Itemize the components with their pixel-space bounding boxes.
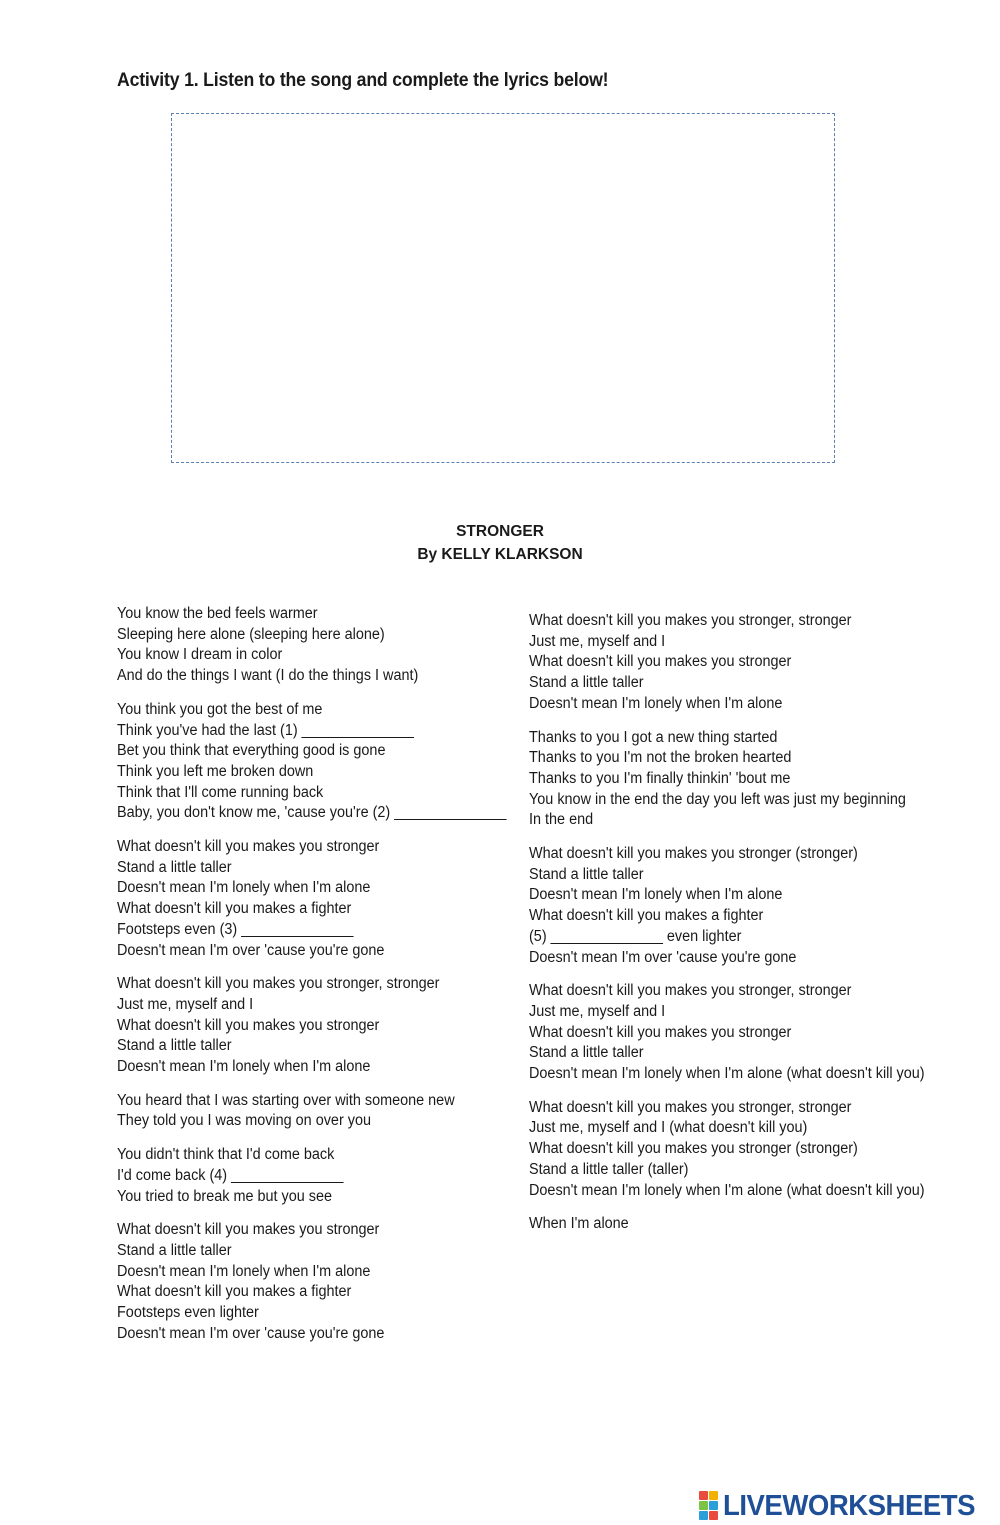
lyrics-stanza xyxy=(529,1214,969,1235)
lyric-line: What doesn't kill you makes you stronger (stronger) xyxy=(529,1140,858,1158)
logo-blocks-icon xyxy=(699,1491,721,1521)
lyrics-stanza xyxy=(117,1220,537,1344)
lyric-line: Just me, myself and I (what doesn't kill you) xyxy=(529,1119,808,1137)
lyric-line: (5) ______________ even lighter xyxy=(529,927,742,945)
lyric-line: What doesn't kill you makes you stronger xyxy=(117,1016,380,1034)
lyric-line: What doesn't kill you makes you stronger xyxy=(529,653,792,671)
lyric-line: What doesn't kill you makes a fighter xyxy=(117,900,352,918)
lyric-line: What doesn't kill you makes you stronger (stronger) xyxy=(529,845,858,863)
lyric-line: Think that I'll come running back xyxy=(117,783,324,801)
lyric-line: What doesn't kill you makes you stronger xyxy=(529,1023,792,1041)
lyric-line: Think you left me broken down xyxy=(117,762,314,780)
lyric-line: Just me, myself and I xyxy=(117,995,254,1013)
lyrics-stanza xyxy=(117,700,537,824)
lyric-line: What doesn't kill you makes you stronger, stronger xyxy=(529,982,852,1000)
lyric-line: And do the things I want (I do the things I want) xyxy=(117,667,419,685)
lyric-line: Stand a little taller xyxy=(529,674,644,692)
lyrics-stanza xyxy=(529,844,969,968)
lyric-line: You tried to break me but you see xyxy=(117,1187,333,1205)
lyric-line: Doesn't mean I'm over 'cause you're gone xyxy=(529,948,797,966)
lyrics-right-column xyxy=(529,611,969,1248)
lyric-line: Thanks to you I got a new thing started xyxy=(529,728,778,746)
lyrics-stanza xyxy=(117,604,537,687)
lyric-line: Doesn't mean I'm lonely when I'm alone (what doesn't kill you) xyxy=(529,1181,925,1199)
lyrics-stanza xyxy=(117,837,537,961)
lyric-line: What doesn't kill you makes you stronger xyxy=(117,1221,380,1239)
lyric-line: Doesn't mean I'm lonely when I'm alone (what doesn't kill you) xyxy=(529,1065,925,1083)
lyrics-stanza xyxy=(529,981,969,1085)
lyrics-left-column xyxy=(117,604,537,1358)
lyric-line: Doesn't mean I'm lonely when I'm alone xyxy=(529,886,783,904)
lyric-line: Footsteps even lighter xyxy=(117,1304,259,1322)
lyric-line: Stand a little taller xyxy=(529,865,644,883)
lyric-line: What doesn't kill you makes a fighter xyxy=(529,907,764,925)
lyrics-stanza xyxy=(117,1091,537,1132)
lyrics-stanza xyxy=(529,1098,969,1202)
lyric-line: Thanks to you I'm finally thinkin' 'bout me xyxy=(529,769,791,787)
media-placeholder xyxy=(171,113,835,463)
song-author: By KELLY KLARKSON xyxy=(417,546,583,563)
lyric-line: What doesn't kill you makes you stronger, stronger xyxy=(529,1098,852,1116)
lyrics-stanza xyxy=(117,974,537,1078)
lyric-line: Think you've had the last (1) ______________ xyxy=(117,721,414,739)
lyric-line: They told you I was moving on over you xyxy=(117,1112,372,1130)
lyric-line: Stand a little taller xyxy=(117,858,232,876)
lyric-line: In the end xyxy=(529,811,594,829)
lyric-line: What doesn't kill you makes you stronger xyxy=(117,838,380,856)
lyric-line: You know the bed feels warmer xyxy=(117,605,318,622)
logo-text: LIVEWORKSHEETS xyxy=(723,1489,976,1522)
lyrics-stanza xyxy=(529,728,969,832)
lyric-line: Footsteps even (3) ______________ xyxy=(117,920,354,938)
lyric-line: You didn't think that I'd come back xyxy=(117,1146,335,1164)
lyric-line: Thanks to you I'm not the broken hearted xyxy=(529,749,792,767)
lyric-line: Doesn't mean I'm lonely when I'm alone xyxy=(117,879,371,897)
lyrics-stanza xyxy=(529,611,969,715)
lyric-line: You know I dream in color xyxy=(117,646,283,664)
lyric-line: Stand a little taller (taller) xyxy=(529,1160,689,1178)
lyric-line: What doesn't kill you makes a fighter xyxy=(117,1283,352,1301)
lyric-line: Sleeping here alone (sleeping here alone) xyxy=(117,625,385,643)
lyric-line: Stand a little taller xyxy=(529,1044,644,1062)
lyric-line: Baby, you don't know me, 'cause you're (2) ______________ xyxy=(117,804,507,822)
lyric-line: Doesn't mean I'm over 'cause you're gone xyxy=(117,1324,385,1342)
lyric-line: Bet you think that everything good is gone xyxy=(117,742,386,760)
lyric-line: I'd come back (4) ______________ xyxy=(117,1166,344,1184)
lyric-line: Doesn't mean I'm lonely when I'm alone xyxy=(529,694,783,712)
activity-title: Activity 1. Listen to the song and complete the lyrics below! xyxy=(117,70,609,91)
lyric-line: When I'm alone xyxy=(529,1215,629,1233)
lyric-line: Stand a little taller xyxy=(117,1241,232,1259)
lyric-line: What doesn't kill you makes you stronger, stronger xyxy=(529,612,852,629)
lyric-line: Just me, myself and I xyxy=(529,632,666,650)
lyric-line: Doesn't mean I'm lonely when I'm alone xyxy=(117,1262,371,1280)
lyric-line: You think you got the best of me xyxy=(117,700,323,718)
lyric-line: Doesn't mean I'm over 'cause you're gone xyxy=(117,941,385,959)
lyric-line: You heard that I was starting over with someone new xyxy=(117,1091,455,1109)
lyric-line: You know in the end the day you left was just my beginning xyxy=(529,790,906,808)
liveworksheets-logo xyxy=(699,1490,988,1522)
song-title: STRONGER xyxy=(456,523,544,540)
lyric-line: Stand a little taller xyxy=(117,1037,232,1055)
lyric-line: Doesn't mean I'm lonely when I'm alone xyxy=(117,1058,371,1076)
lyrics-stanza xyxy=(117,1145,537,1207)
lyric-line: What doesn't kill you makes you stronger, stronger xyxy=(117,975,440,993)
lyric-line: Just me, myself and I xyxy=(529,1002,666,1020)
